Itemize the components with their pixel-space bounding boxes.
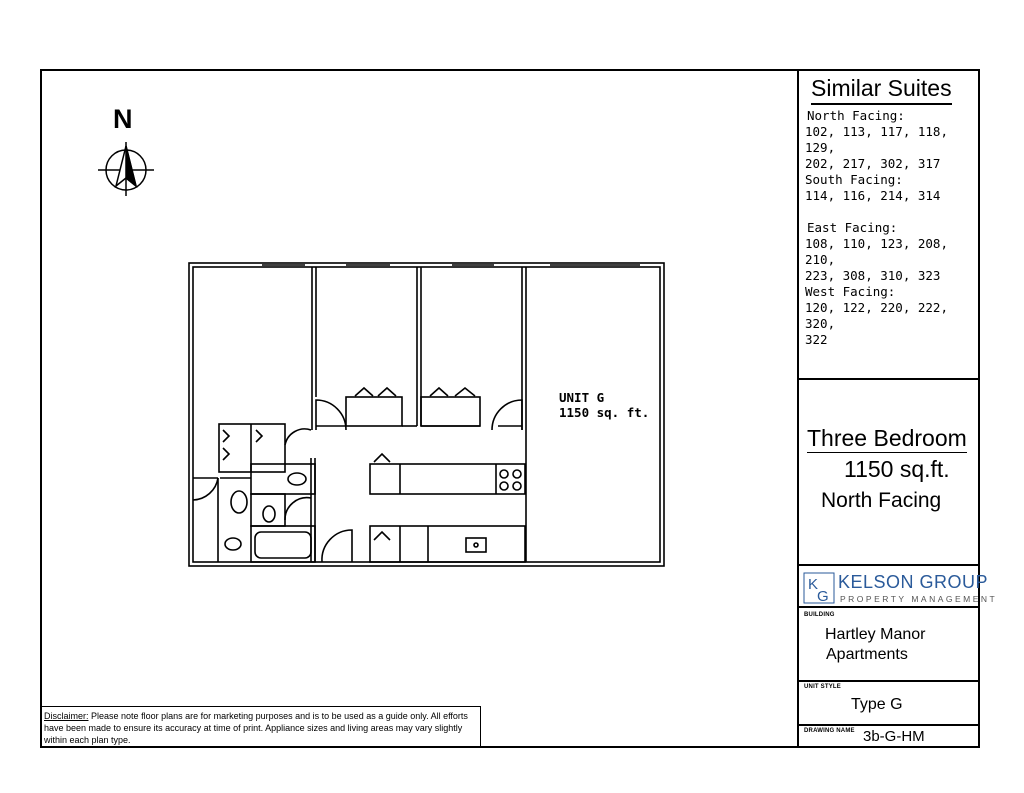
similar-suites-section <box>799 69 980 380</box>
group-line: 102, 113, 117, 118, 129, <box>805 124 948 155</box>
building-label: BUILDING <box>804 612 835 618</box>
disclaimer-box <box>40 706 481 748</box>
group-line: 114, 116, 214, 314 <box>805 188 941 203</box>
south-facing-group <box>805 172 940 204</box>
unit-style-label: UNIT STYLE <box>804 684 842 690</box>
company-name: KELSON GROUP <box>838 572 989 592</box>
north-facing-group <box>805 108 980 172</box>
group-heading: West Facing: <box>805 284 896 299</box>
drawing-name-section <box>799 726 980 746</box>
group-line: 108, 110, 123, 208, 210, <box>805 236 948 267</box>
group-heading: North Facing: <box>807 108 905 123</box>
unit-style-section <box>799 682 980 726</box>
drawing-name-value: 3b-G-HM <box>863 728 925 745</box>
unit-label <box>559 390 649 420</box>
area-label: 1150 sq.ft. <box>844 456 950 482</box>
summary-section <box>799 380 980 566</box>
svg-text:K: K <box>808 576 819 593</box>
orientation-label: North Facing <box>821 489 942 512</box>
bedrooms-label: Three Bedroom <box>807 425 967 451</box>
similar-suites-title: Similar Suites <box>811 73 952 105</box>
east-facing-group <box>805 220 980 284</box>
svg-text:G: G <box>817 588 829 604</box>
compass-icon <box>98 142 154 196</box>
unit-area: 1150 sq. ft. <box>559 405 650 420</box>
building-section <box>799 608 980 682</box>
group-line: 120, 122, 220, 222, 320, <box>805 300 948 331</box>
group-line: 223, 308, 310, 323 <box>805 268 941 283</box>
building-line2: Apartments <box>826 646 908 663</box>
company-logo <box>803 572 998 606</box>
drawing-name-label: DRAWING NAME <box>804 728 855 734</box>
unit-name: UNIT G <box>559 390 605 405</box>
building-line1: Hartley Manor <box>825 626 926 643</box>
title-block <box>797 69 998 748</box>
unit-style-value: Type G <box>851 696 903 713</box>
group-heading: South Facing: <box>805 172 903 187</box>
logo-section <box>799 566 998 608</box>
disclaimer-label: Disclaimer: <box>44 711 89 721</box>
company-subtitle: PROPERTY MANAGEMENT <box>840 594 998 604</box>
west-facing-group <box>805 284 980 348</box>
kg-logo-icon <box>803 572 835 604</box>
group-line: 202, 217, 302, 317 <box>805 156 941 171</box>
group-heading: East Facing: <box>807 220 898 235</box>
group-line: 322 <box>805 332 828 347</box>
north-label: N <box>113 104 133 134</box>
disclaimer-text: Please note floor plans are for marketing purposes and is to be used as a guide only. All efforts have been made to ensure its accuracy at time of print. Appliance sizes and living areas may vary slightly within each plan type. <box>44 711 468 745</box>
